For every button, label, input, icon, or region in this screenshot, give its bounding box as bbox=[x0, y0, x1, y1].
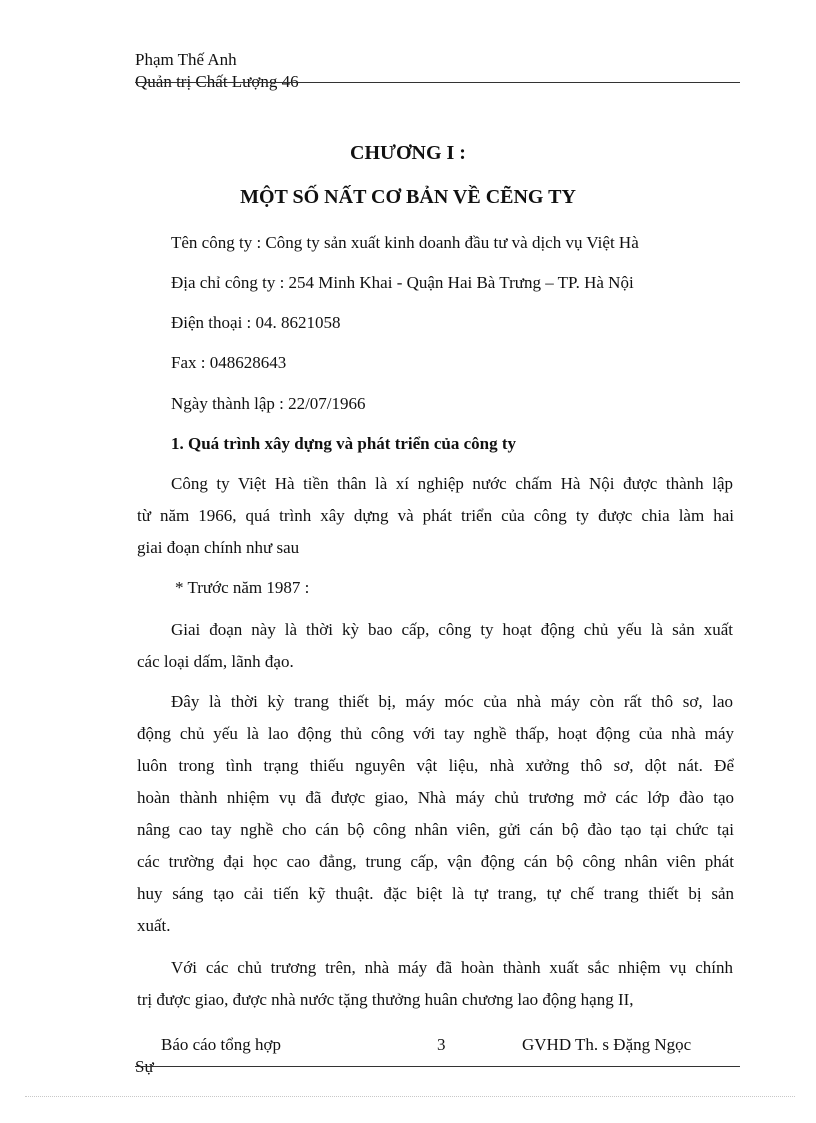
para2-line: Giai đoạn này là thời kỳ bao cấp, công ty hoạt động chủ yếu là sản xuất bbox=[171, 620, 733, 639]
para3-line: các trường đại học cao đẳng, trung cấp, vận động cán bộ công nhân viên phát bbox=[137, 852, 734, 871]
company-founded: Ngày thành lập : 22/07/1966 bbox=[171, 394, 366, 413]
header-rule bbox=[135, 82, 740, 83]
bullet-period: * Trước năm 1987 : bbox=[175, 578, 310, 597]
section-heading: 1. Quá trình xây dựng và phát triển của công ty bbox=[171, 434, 517, 453]
chapter-heading: CHƯƠNG I : bbox=[350, 142, 466, 164]
para3-line: nâng cao tay nghề cho cán bộ công nhân viên, gửi cán bộ đào tạo tại chức tại bbox=[137, 820, 734, 839]
header-course: Quản trị Chất Lượng 46 bbox=[135, 72, 299, 91]
para3-line: luôn trong tình trạng thiếu nguyên vật liệu, nhà xưởng thô sơ, dột nát. Để bbox=[137, 756, 734, 775]
para3-line: hoàn thành nhiệm vụ đã được giao, Nhà máy chủ trương mở các lớp đào tạo bbox=[137, 788, 734, 807]
footer-right: GVHD Th. s Đặng Ngọc bbox=[522, 1035, 692, 1054]
para4-line: Với các chủ trương trên, nhà máy đã hoàn thành xuất sắc nhiệm vụ chính bbox=[171, 958, 733, 977]
para3-line: huy sáng tạo cải tiến kỹ thuật. đặc biệt là tự trang, tự chế trang thiết bị sản bbox=[137, 884, 734, 903]
para1-line: từ năm 1966, quá trình xây dựng và phát triển của công ty được chia làm hai bbox=[137, 506, 734, 525]
company-phone: Điện thoại : 04. 8621058 bbox=[171, 313, 341, 332]
company-fax: Fax : 048628643 bbox=[171, 353, 287, 372]
para3-line: Đây là thời kỳ trang thiết bị, máy móc của nhà máy còn rất thô sơ, lao bbox=[171, 692, 733, 711]
para4-line: trị được giao, được nhà nước tặng thưởng huân chương lao động hạng II, bbox=[137, 990, 634, 1009]
header-author: Phạm Thế Anh bbox=[135, 50, 237, 69]
footer-left: Báo cáo tổng hợp bbox=[161, 1035, 281, 1054]
para3-line: xuất. bbox=[137, 916, 171, 935]
para1-line: giai đoạn chính như sau bbox=[137, 538, 300, 557]
footer-rule bbox=[135, 1066, 740, 1067]
chapter-title: MỘT SỐ NẤT CƠ BẢN VỀ CẼNG TY bbox=[240, 186, 576, 208]
para2-line: các loại dấm, lãnh đạo. bbox=[137, 652, 294, 671]
para3-line: động chủ yếu là lao động thủ công với tay nghề thấp, hoạt động của nhà máy bbox=[137, 724, 734, 743]
para1-line: Công ty Việt Hà tiền thân là xí nghiệp nước chấm Hà Nội được thành lập bbox=[171, 474, 733, 493]
company-address: Địa chỉ công ty : 254 Minh Khai - Quận Hai Bà Trưng – TP. Hà Nội bbox=[171, 273, 634, 292]
footer-page-number: 3 bbox=[437, 1035, 446, 1054]
footer-wrap: Sự bbox=[135, 1057, 154, 1076]
page-boundary bbox=[25, 1096, 795, 1097]
company-name: Tên công ty : Công ty sản xuất kinh doanh đầu tư và dịch vụ Việt Hà bbox=[171, 233, 639, 252]
